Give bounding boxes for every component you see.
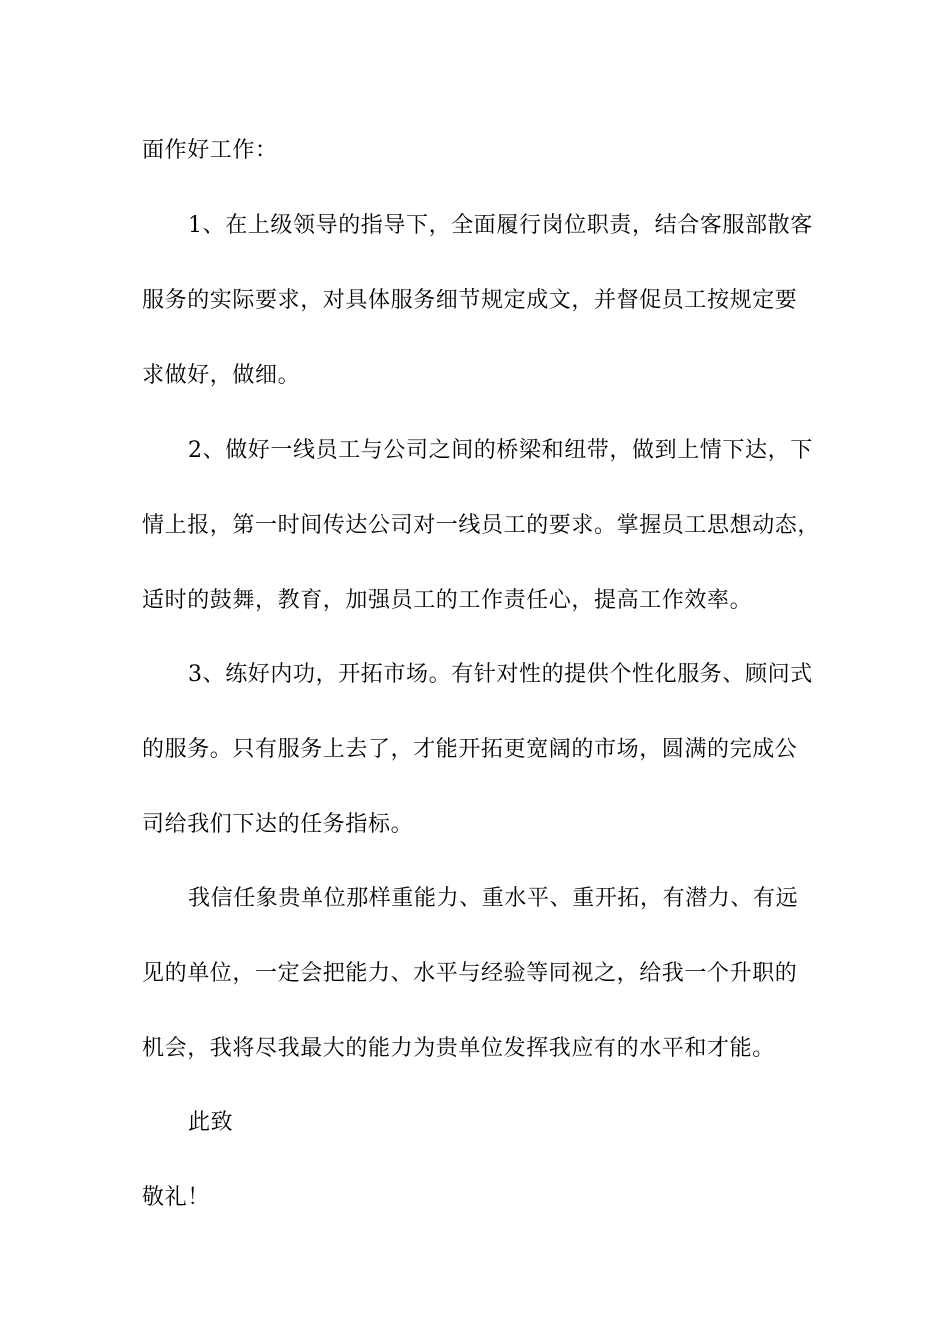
- text-line: 2、做好一线员工与公司之间的桥梁和纽带，做到上情下达，下: [188, 438, 813, 463]
- text-line: 情上报，第一时间传达公司对一线员工的要求。掌握员工思想动态，: [142, 513, 821, 538]
- closing-salutation: 此致: [188, 1110, 234, 1135]
- text-line: 的服务。只有服务上去了，才能开拓更宽阔的市场，圆满的完成公: [142, 737, 798, 762]
- text-line: 面作好工作：: [142, 138, 278, 163]
- text-line: 服务的实际要求，对具体服务细节规定成文，并督促员工按规定要: [142, 288, 798, 313]
- text-line: 1、在上级领导的指导下，全面履行岗位职责，结合客服部散客: [188, 213, 813, 238]
- text-line: 机会，我将尽我最大的能力为贵单位发挥我应有的水平和才能。: [142, 1036, 775, 1061]
- text-line: 3、练好内功，开拓市场。有针对性的提供个性化服务、顾问式: [188, 662, 813, 687]
- closing-regards: 敬礼！: [142, 1185, 210, 1210]
- text-line: 适时的鼓舞，教育，加强员工的工作责任心，提高工作效率。: [142, 588, 753, 613]
- text-line: 见的单位，一定会把能力、水平与经验等同视之，给我一个升职的: [142, 961, 798, 986]
- text-line: 司给我们下达的任务指标。: [142, 812, 414, 837]
- text-line: 我信任象贵单位那样重能力、重水平、重开拓，有潜力、有远: [188, 886, 799, 911]
- text-line: 求做好，做细。: [142, 363, 301, 388]
